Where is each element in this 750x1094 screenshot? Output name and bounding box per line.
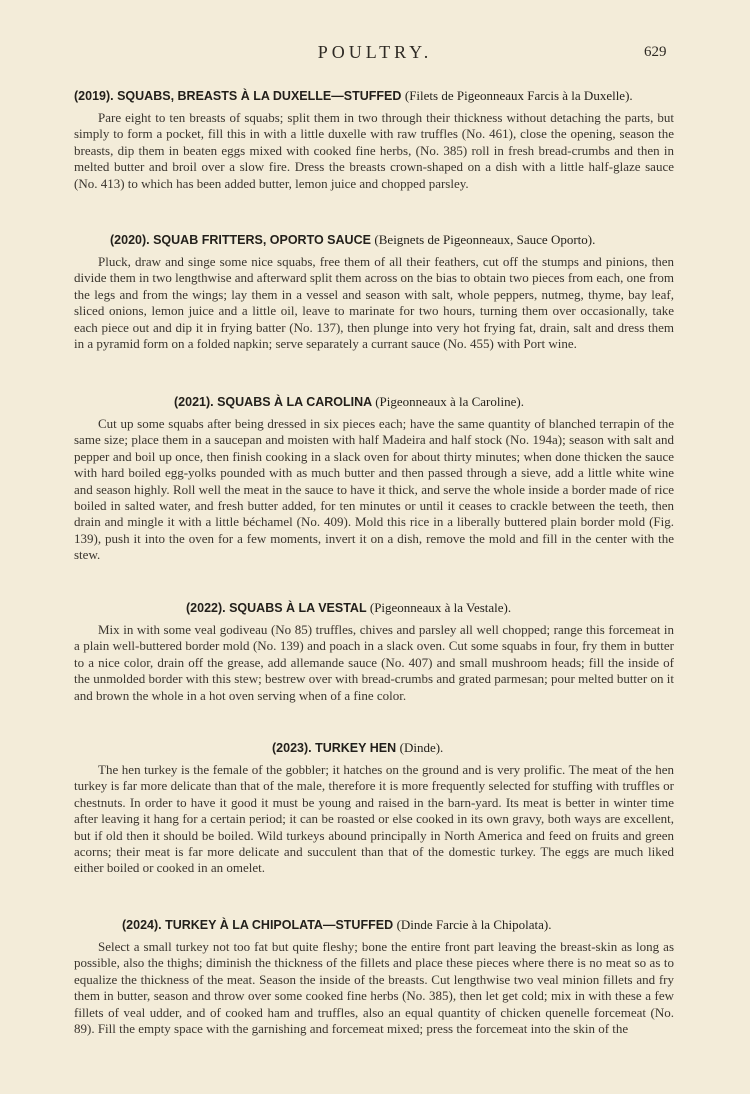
- recipe-heading: [74, 394, 674, 410]
- recipe-2024: [74, 917, 674, 1037]
- recipe-french-title: (Pigeonneaux à la Vestale).: [369, 600, 512, 615]
- recipe-2023: [74, 740, 674, 877]
- recipe-text: Cut up some squabs after being dressed in six pieces each; have the same quantity of blanched terrapin of the same size; place them in a saucepan and moisten with half Madeira and half stock (No. 194a); season with salt and pepper and boil up once, then finish cooking in a slack oven for about thirty minutes; when done thicken the sauce with hard boiled egg-yolks pounded with as much butter and then passed through a sieve, add a little white wine and season highly. Roll well the meat in the sauce to have it thick, and serve the whole inside a border made of rice boiled in salted water, and fresh butter added, for ten minutes or until it ceases to crackle between the teeth, then drain and mingle it with a little béchamel (No. 409). Mold this rice in a liberally buttered plain border mold (Fig. 139), push it into the oven for a few moments, invert it on a dish, remove the mold and fill in the center with the stew.: [74, 416, 674, 563]
- recipe-text: Select a small turkey not too fat but quite fleshy; bone the entire front part leaving the breast-skin as long as possible, also the thighs; diminish the thickness of the fillets and place these pieces where there is no meat so as to equalize the thickness of the meat. Season the inside of the breasts. Cut lengthwise two veal minion fillets and fry them in butter, season and throw over some cooked fine herbs (No. 385), then let get cold; mix in with these a few fillets of veal udder, and of cooked ham and truffles, also an equal quantity of chicken quenelle forcemeat (No. 89). Fill the empty space with the garnishing and forcemeat mixed; press the forcemeat into the skin of the: [74, 939, 674, 1037]
- recipe-number: (2019).: [74, 89, 114, 103]
- recipe-heading: [74, 232, 674, 248]
- recipe-french-title: (Dinde).: [399, 740, 444, 755]
- recipe-number: (2022).: [186, 601, 226, 615]
- recipe-heading: [74, 917, 674, 933]
- recipe-number: (2020).: [110, 233, 150, 247]
- recipe-title: TURKEY À LA CHIPOLATA—STUFFED: [165, 918, 394, 932]
- recipe-text: Pluck, draw and singe some nice squabs, free them of all their feathers, cut off the stumps and pinions, then divide them in two lengthwise and afterward split them across on the bias to obtain two pieces from each, one from the legs and from the wings; lay them in a vessel and season with salt, whole peppers, nutmeg, thyme, bay leaf, sliced onions, lemon juice and a little oil, leave to marinate for two hours, turning them over occasionally, take each piece out and dip it in frying batter (No. 137), then plunge into very hot frying fat, drain, salt and dress them in a pyramid form on a folded napkin; serve separately a currant sauce (No. 455) with Port wine.: [74, 254, 674, 352]
- recipe-title: SQUABS À LA CAROLINA: [217, 395, 372, 409]
- recipe-title: SQUAB FRITTERS, OPORTO SAUCE: [153, 233, 371, 247]
- recipe-french-title: (Pigeonneaux à la Caroline).: [375, 394, 524, 409]
- page-number: 629: [644, 44, 667, 60]
- recipe-heading: [74, 88, 674, 104]
- running-title: POULTRY.: [317, 42, 433, 62]
- recipe-text: Pare eight to ten breasts of squabs; split them in two through their thickness without detaching the parts, but simply to form a pocket, fill this in with a little duxelle with raw truffles (No. 461), close the opening, season the breasts, dip them in beaten eggs mixed with cooked fine herbs, (No. 385) roll in fresh bread-crumbs and then in melted butter and broil over a slow fire. Dress the breasts crown-shaped on a dish with a little half-glaze sauce (No. 413) to which has been added butter, lemon juice and chopped parsley.: [74, 110, 674, 191]
- recipe-2022: [74, 600, 674, 704]
- recipe-2021: [74, 394, 674, 564]
- recipe-text: The hen turkey is the female of the gobbler; it hatches on the ground and is very prolific. The meat of the hen turkey is far more delicate than that of the male, therefore it is more frequently selected for stuffing with truffles or chestnuts. In order to have it good it must be young and raised in the barn-yard. Its meat is better in winter time after leaving it hang for a certain period; it can be roasted or else cooked in its own gravy, both ways are excellent, but if old then it should be boiled. Wild turkeys abound principally in North America and feed on fruits and green acorns; their meat is far more delicate and succulent than that of the domestic turkey. The eggs are much liked either boiled or cooked in an omelet.: [74, 762, 674, 876]
- recipe-number: (2023).: [272, 741, 312, 755]
- recipe-title: SQUABS À LA VESTAL: [229, 601, 367, 615]
- recipe-french-title: (Filets de Pigeonneaux Farcis à la Duxelle).: [404, 88, 633, 103]
- recipe-text: Mix in with some veal godiveau (No 85) truffles, chives and parsley all well chopped; range this forcemeat in a plain well-buttered border mold (No. 139) and poach in a slack oven. Cut some squabs in four, fry them in butter to a nice color, drain off the grease, add allemande sauce (No. 407) and small mushroom heads; fill the inside of the unmolded border with this stew; bestrew over with bread-crumbs and grated parmesan; pour melted butter on it and brown the whole in a hot oven serving when of a fine color.: [74, 622, 674, 703]
- recipe-french-title: (Dinde Farcie à la Chipolata).: [396, 917, 552, 932]
- recipe-2020: [74, 232, 674, 352]
- recipe-title: SQUABS, BREASTS À LA DUXELLE—STUFFED: [117, 89, 402, 103]
- recipe-heading: [74, 740, 674, 756]
- recipe-2019: [74, 88, 674, 192]
- recipe-heading: [74, 600, 674, 616]
- recipe-number: (2024).: [122, 918, 162, 932]
- recipe-title: TURKEY HEN: [315, 741, 397, 755]
- recipe-french-title: (Beignets de Pigeonneaux, Sauce Oporto).: [374, 232, 596, 247]
- recipe-number: (2021).: [174, 395, 214, 409]
